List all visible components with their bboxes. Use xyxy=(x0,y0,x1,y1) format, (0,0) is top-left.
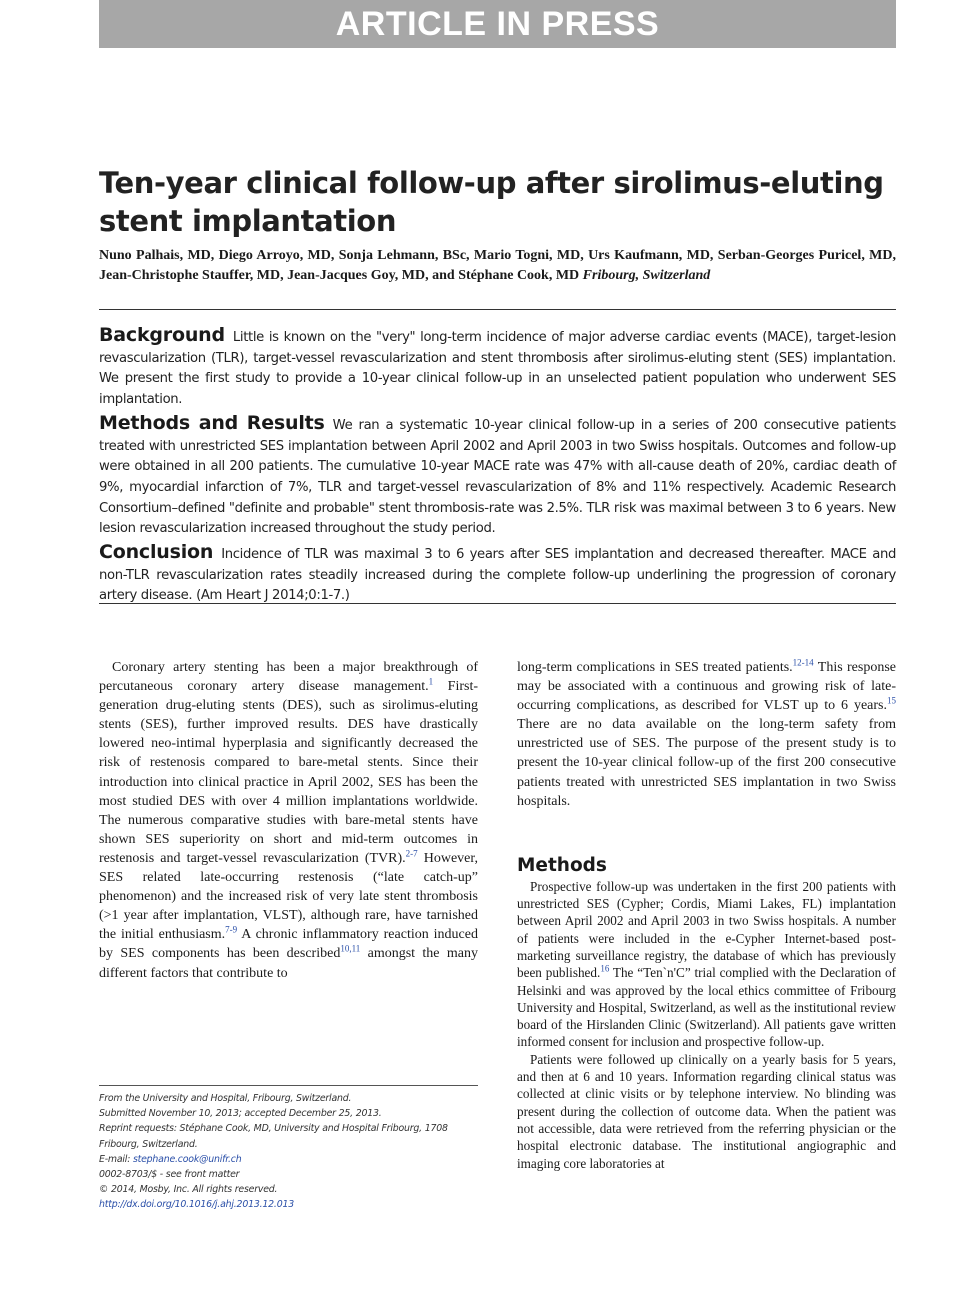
citation-link[interactable]: 10,11 xyxy=(340,943,361,954)
email-link[interactable]: stephane.cook@unifr.ch xyxy=(132,1153,242,1165)
article-title: Ten-year clinical follow-up after sirolimus-eluting stent implantation xyxy=(99,166,884,238)
footnote-copyright: © 2014, Mosby, Inc. All rights reserved. xyxy=(99,1184,278,1196)
citation-link[interactable]: 2-7 xyxy=(405,848,418,859)
footnote-reprints: Reprint requests: Stéphane Cook, MD, University and Hospital Fribourg, 1708 Fribourg, Switzerland. xyxy=(99,1123,448,1150)
citation-link[interactable]: 7-9 xyxy=(225,924,238,935)
methods-heading: Methods xyxy=(517,854,607,876)
intro-text-1: Coronary artery stenting has been a major breakthrough of percutaneous coronary artery disease management. xyxy=(99,660,478,695)
methods-text-1: Prospective follow-up was undertaken in the first 200 patients with unrestricted SES (Cypher; Cordis, Miami Lakes, FL) implantation between April 2002 and April 2003 in two Swiss hospitals. A number of patients were included in the e-Cypher Internet-based post-marketing surveillance registry, the database of which has previously been published. xyxy=(517,878,896,981)
author-list xyxy=(99,246,896,286)
intro-text-2: First-generation drug-eluting stents (DES), such as sirolimus-eluting stents (SES), further improved results. DES have drastically lowered neo-intimal hyperplasia and significantly decreased the risk of restenosis compared to bare-metal stents. Since their introduction into clinical practice in April 2002, SES has been the most studied DES with over 4 million implantations worldwide. The numerous comparative studies with bare-metal stents have shown SES superiority on short and mid-term outcomes in restenosis and target-vessel revascularization (TVR). xyxy=(99,679,479,866)
continuation-text-3: There are no data available on the long-term safety from unrestricted use of SES. The purpose of the present study is to present the 10-year clinical follow-up of the first 200 consecutive patients treated with unrestricted SES implantation in two Swiss hospitals. xyxy=(517,717,896,809)
citation-link[interactable]: 15 xyxy=(887,695,896,706)
conclusion-text: Incidence of TLR was maximal 3 to 6 years after SES implantation and decreased thereafter. MACE and non-TLR revascularization rates steadily increased during the complete follow-up underlining the progression of coronary artery disease. (Am Heart J 2014;0:1-7.) xyxy=(99,547,896,604)
footnote-issn: 0002-8703/$ - see front matter xyxy=(99,1169,240,1181)
citation-link[interactable]: 16 xyxy=(600,963,610,974)
authors-location: Fribourg, Switzerland xyxy=(582,268,711,283)
citation-link[interactable]: 1 xyxy=(428,676,434,687)
abstract-methods xyxy=(99,413,896,540)
methods-body xyxy=(517,878,896,1172)
methods-paragraph-1 xyxy=(517,878,896,1051)
right-column xyxy=(517,658,896,1172)
citation-link[interactable]: 12-14 xyxy=(792,657,814,668)
continuation-text-2: This response may be associated with a continuous and growing risk of late-occurring complications, as described for VLST up to 6 years. xyxy=(517,660,897,714)
footnote-affiliation: From the University and Hospital, Fribourg, Switzerland. xyxy=(99,1093,352,1104)
abstract-background xyxy=(99,325,896,411)
intro-text-3: However, SES related late-occurring restenosis (“late catch-up” phenomenon) and the increased risk of very late stent thrombosis (>1 year after implantation, VLST), although rare, have tarnished the initial enthusiasm. xyxy=(99,850,478,943)
left-column xyxy=(99,658,478,983)
email-label: E-mail: xyxy=(99,1153,133,1165)
continuation-text-1: long-term complications in SES treated patients. xyxy=(517,660,793,675)
intro-paragraph xyxy=(99,658,478,983)
footnotes xyxy=(99,1091,478,1213)
background-heading: Background xyxy=(99,324,225,346)
footnote-submitted: Submitted November 10, 2013; accepted December 25, 2013. xyxy=(99,1108,382,1120)
authors-names: Nuno Palhais, MD, Diego Arroyo, MD, Sonja Lehmann, BSc, Mario Togni, MD, Urs Kaufmann, MD, Serban-Georges Puricel, MD, Jean-Christophe Stauffer, MD, Jean-Jacques Goy, MD, and Stéphane Cook, MD xyxy=(99,248,896,283)
footnote-email xyxy=(99,1152,478,1167)
intro-continuation xyxy=(517,658,896,811)
methods-text-2: The “Ten`n'C” trial complied with the Declaration of Helsinki and was approved by the local ethics committee of Fribourg University and Hospital, Switzerland, as well as the institutional review board of the Hirslanden Clinic (Switzerland). All patients gave written informed consent for inclusion and prospective follow-up. xyxy=(517,965,896,1050)
methods-results-text: We ran a systematic 10-year clinical follow-up in a series of 200 consecutive patients treated with unrestricted SES implantation between April 2002 and April 2003 in two Swiss hospitals. Outcomes and follow-up were obtained in all 200 patients. The cumulative 10-year MACE rate was 47% with all-cause death of 20%, cardiac death of 9%, myocardial infarction of 7%, TLR and target-vessel revascularization of 8% and 11% respectively. Academic Research Consortium–defined "definite and probable" stent thrombosis-rate was 2.5%. TLR risk was maximal between 3 to 6 years. New lesion revascularization increased throughout the study period. xyxy=(99,417,897,537)
methods-paragraph-2: Patients were followed up clinically on a yearly basis for 5 years, and then at 6 and 10 years. Information regarding clinical status was collected at clinic visits or by telephone interview. No blinding was present during the collection of outcome data. When the patient was not accessible, data were retrieved from the referring physician or the hospital electronic database. The institutional angiographic and imaging core laboratories at xyxy=(517,1051,896,1171)
conclusion-heading: Conclusion xyxy=(99,541,214,564)
abstract xyxy=(99,325,896,609)
doi-link[interactable]: http://dx.doi.org/10.1016/j.ahj.2013.12.013 xyxy=(99,1199,294,1211)
header-divider xyxy=(99,309,896,310)
methods-results-heading: Methods and Results xyxy=(99,411,325,434)
abstract-conclusion xyxy=(99,542,896,607)
intro-text-5: amongst the many different factors that contribute to xyxy=(99,946,478,981)
abstract-divider xyxy=(99,603,896,604)
intro-text-4: A chronic inflammatory reaction induced by SES components has been described xyxy=(99,927,478,962)
footnote-divider xyxy=(99,1085,478,1086)
background-text: Little is known on the "very" long-term incidence of major adverse cardiac events (MACE), target-lesion revascularization (TLR), target-vessel revascularization and stent thrombosis after sirolimus-eluting stent (SES) implantation. We present the first study to provide a 10-year clinical follow-up in an unselected patient population who underwent SES implantation. xyxy=(99,330,896,408)
article-in-press-banner: ARTICLE IN PRESS xyxy=(99,0,896,48)
